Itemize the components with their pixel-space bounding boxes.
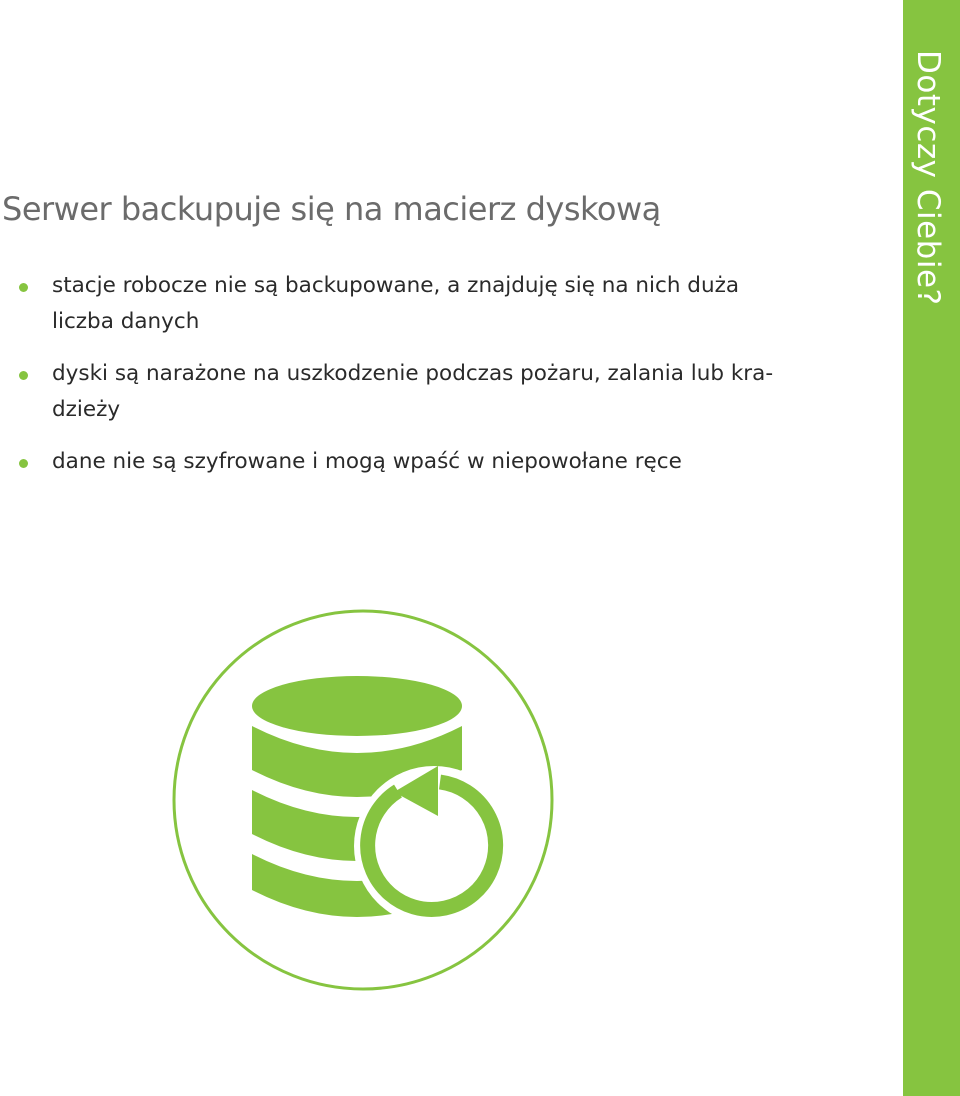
page-title: Serwer backupuje się na macierz dyskową [2, 190, 661, 228]
list-item [0, 356, 820, 428]
bullet-line: stacje robocze nie są backupowane, a znajduję się na nich duża [52, 273, 740, 298]
list-item [0, 444, 820, 480]
bullet-dot-icon [19, 283, 28, 292]
list-item [0, 268, 820, 340]
bullet-line: dzieży [52, 397, 121, 422]
bullet-list [0, 268, 820, 496]
database-backup-icon [172, 608, 556, 1024]
sidebar-banner [903, 0, 960, 1096]
bullet-dot-icon [19, 459, 28, 468]
bullet-line: dyski są narażone na uszkodzenie podczas pożaru, zalania lub kra- [52, 361, 774, 386]
bullet-dot-icon [19, 371, 28, 380]
bullet-line: liczba danych [52, 309, 200, 334]
sidebar-label: Dotyczy Ciebie? [909, 50, 946, 306]
bullet-line: dane nie są szyfrowane i mogą wpaść w niepowołane ręce [52, 449, 682, 474]
